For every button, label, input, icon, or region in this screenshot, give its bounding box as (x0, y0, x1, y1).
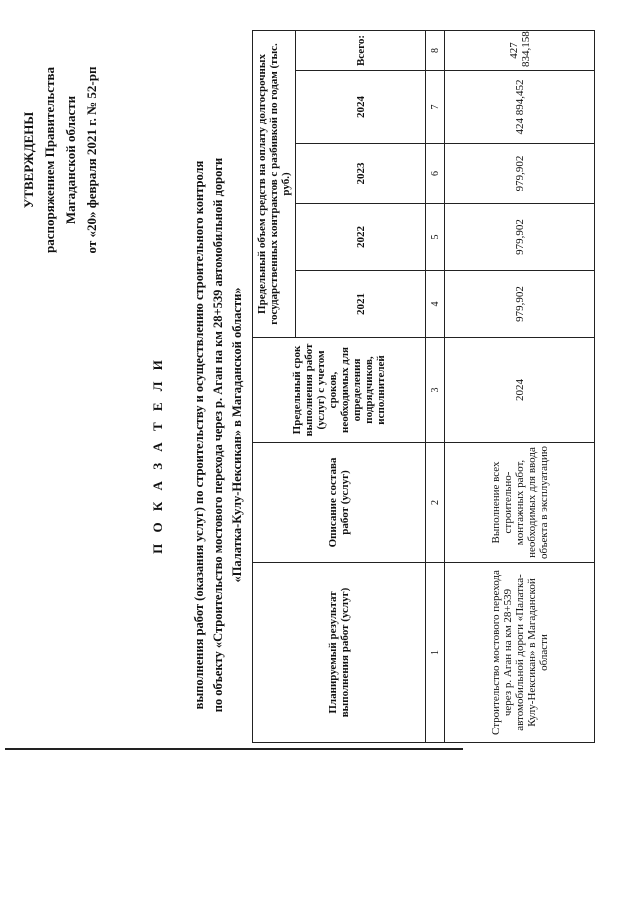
column-number: 7 (426, 71, 445, 144)
document-title: П О К А З А Т Е Л И (150, 356, 165, 554)
cell-result: Строительство мостового перехода через р. Аган на км 28+539 автомобильной дороги «Палатка-Кулу-Нексикан» в Магаданской области (445, 563, 595, 743)
document-subtitle (190, 105, 247, 765)
header-year-2022: 2022 (296, 204, 426, 271)
column-numbers-row (426, 30, 445, 742)
cell-2023: 979,902 (445, 144, 595, 204)
cell-2022: 979,902 (445, 204, 595, 271)
cell-deadline: 2024 (445, 338, 595, 443)
column-number: 5 (426, 204, 445, 271)
column-number: 1 (426, 563, 445, 743)
subtitle-line-1: выполнения работ (оказания услуг) по строительству и осуществлению строительного контроля (192, 160, 206, 710)
column-number: 4 (426, 271, 445, 338)
header-funding-group: Предельный объем средств на оплату долгосрочных государственных контрактов с разбивкой по годам (тыс. руб.) (253, 30, 296, 337)
column-number: 8 (426, 30, 445, 70)
header-year-2024: 2024 (296, 71, 426, 144)
header-row-1 (253, 30, 296, 742)
header-year-2021: 2021 (296, 271, 426, 338)
cell-total: 427 834,158 (445, 30, 595, 70)
subtitle-line-2: по объекту «Строительство мостового перехода через р. Аган на км 28+539 автомобильной дороги (211, 157, 225, 713)
table-row (445, 30, 595, 742)
column-number: 3 (426, 338, 445, 443)
approval-line-3: Магаданской области (63, 95, 78, 225)
scan-edge-line (5, 748, 463, 750)
header-total: Всего: (296, 30, 426, 70)
approval-block (18, 45, 102, 275)
cell-2024: 424 894,452 (445, 71, 595, 144)
approval-line-4: от «20» февраля 2021 г. № 52-рп (84, 66, 99, 254)
indicators-table (252, 30, 595, 743)
header-deadline: Предельный срок выполнения работ (услуг) с учетом сроков, необходимых для определения подрядчиков, исполнителей (253, 338, 426, 443)
cell-description: Выполнение всех строительно-монтажных работ, необходимых для ввода объекта в эксплуатацию (445, 443, 595, 563)
column-number: 2 (426, 443, 445, 563)
header-description: Описание состава работ (услуг) (253, 443, 426, 563)
approval-line-2: распоряжением Правительства (42, 67, 57, 253)
approval-heading: УТВЕРЖДЕНЫ (21, 111, 36, 209)
column-number: 6 (426, 144, 445, 204)
cell-2021: 979,902 (445, 271, 595, 338)
header-result: Планируемый результат выполнения работ (услуг) (253, 563, 426, 743)
header-year-2023: 2023 (296, 144, 426, 204)
subtitle-line-3: «Палатка-Кулу-Нексикан» в Магаданской области» (230, 287, 244, 583)
